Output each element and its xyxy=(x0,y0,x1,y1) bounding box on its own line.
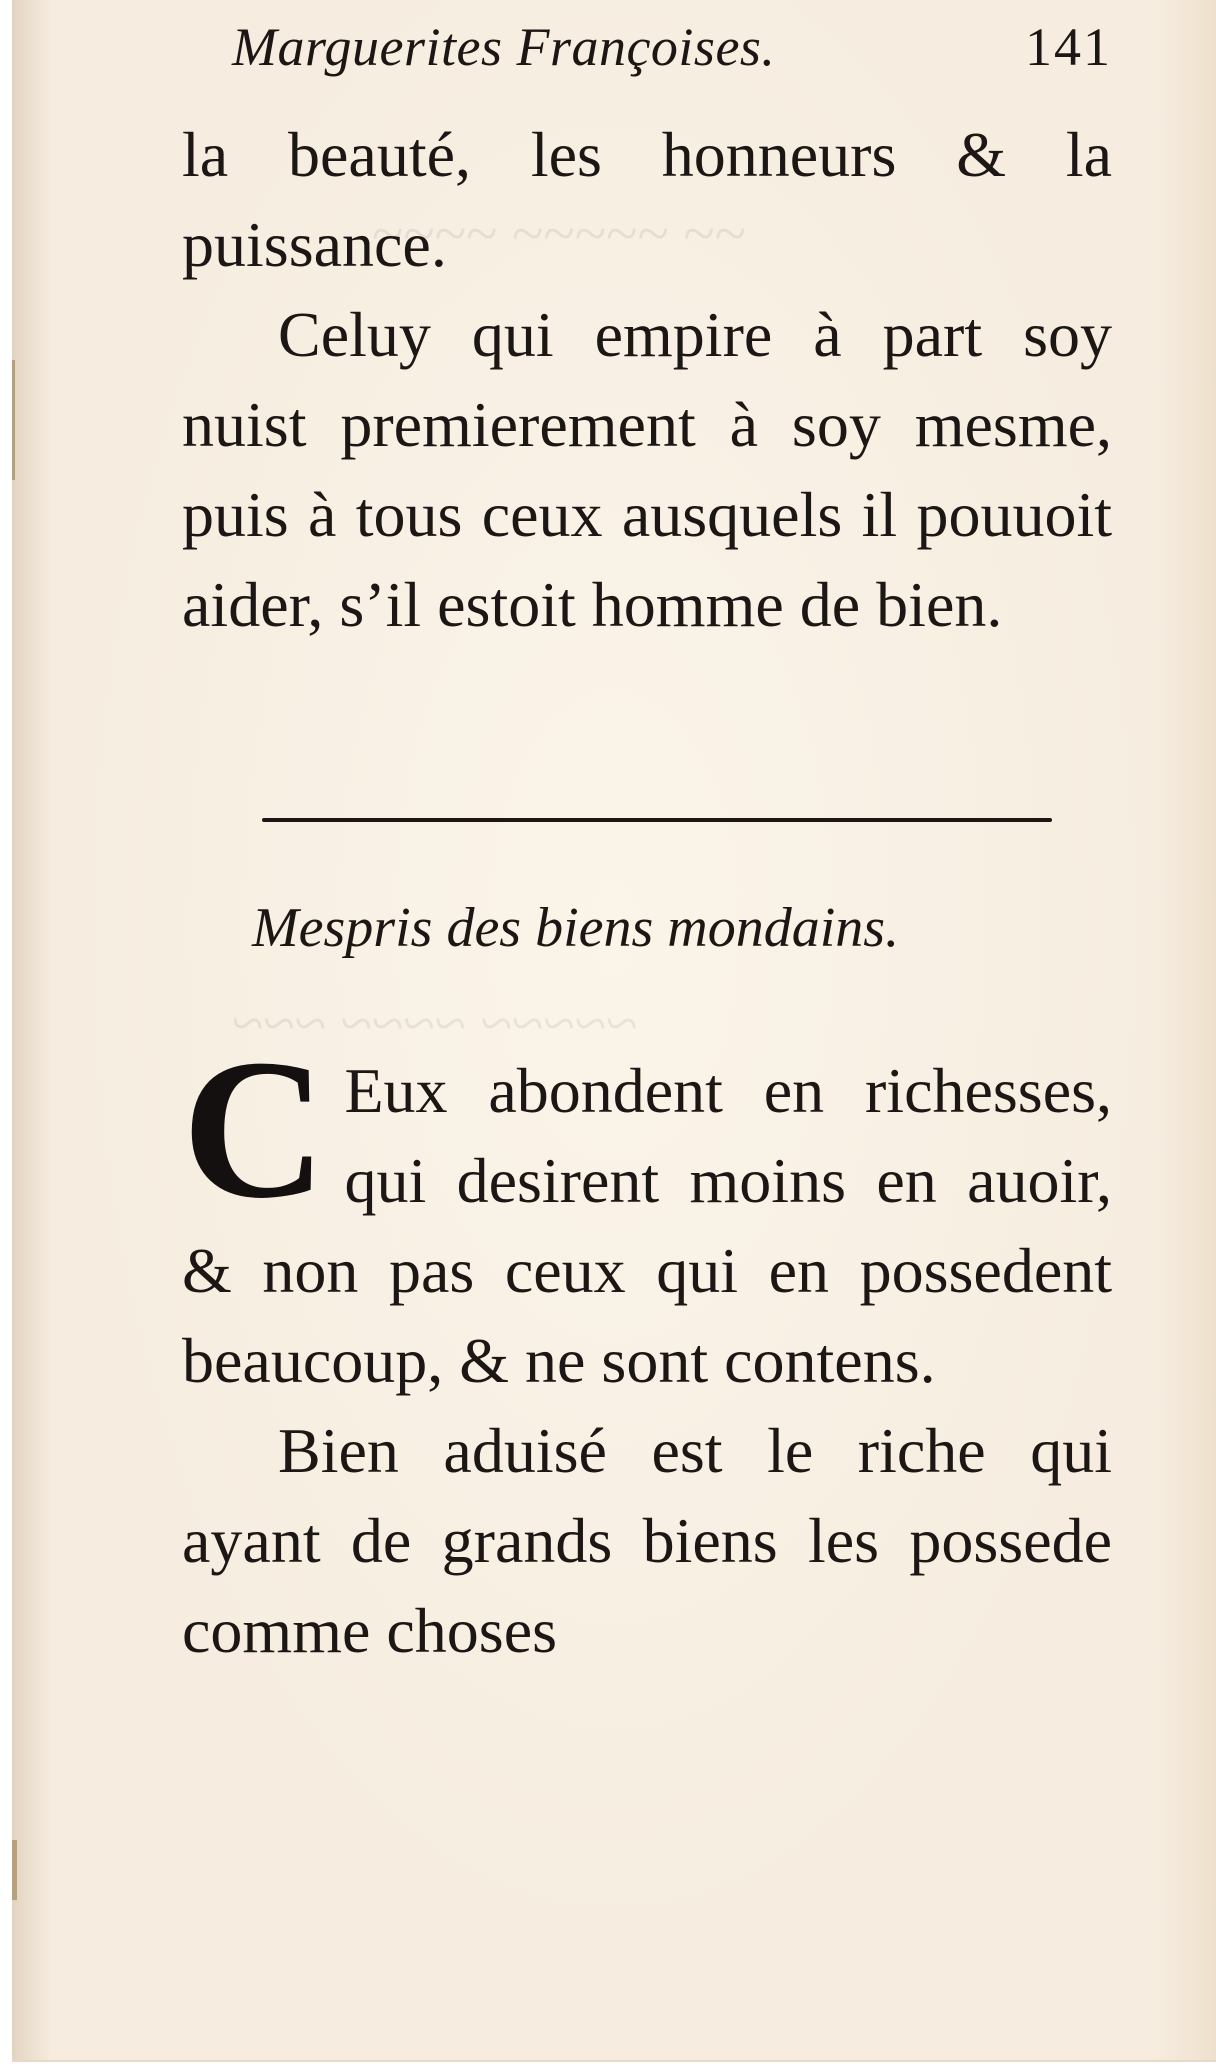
running-head: Marguerites Françoises. xyxy=(232,17,776,77)
show-through-text: ~~~ ~~~~ ~~~~~ xyxy=(232,991,638,1056)
book-page xyxy=(12,0,1216,2062)
spine-shadow xyxy=(12,1840,17,1900)
spine-shadow xyxy=(12,360,15,480)
text-block-bottom xyxy=(182,1019,1112,1676)
continuation-paragraph: la beauté, les honneurs & la puissance. xyxy=(182,119,1112,280)
show-through-text: ~~~~ ~~~~~ ~~ xyxy=(372,201,747,266)
page-header xyxy=(232,16,1112,86)
paragraph: Bien aduisé est le riche qui ayant de grands biens les possede comme choses xyxy=(182,1415,1112,1666)
paragraph-text: Eux abondent en richesses, qui desirent moins en auoir, & non pas ceux qui en possedent beaucoup, & ne sont contens. xyxy=(182,1055,1112,1396)
drop-cap: C xyxy=(182,1019,327,1240)
text-block-top xyxy=(182,110,1112,650)
page-number: 141 xyxy=(1025,17,1112,77)
paragraph: Celuy qui empire à part soy nuist premierement à soy mesme, puis à tous ceux ausquels il pouuoit aider, s’il estoit homme de bien. xyxy=(182,299,1112,640)
section-divider xyxy=(262,818,1052,822)
paragraph-with-drop-cap xyxy=(182,1019,1112,1406)
section-heading: Mespris des biens mondains. xyxy=(252,897,900,959)
